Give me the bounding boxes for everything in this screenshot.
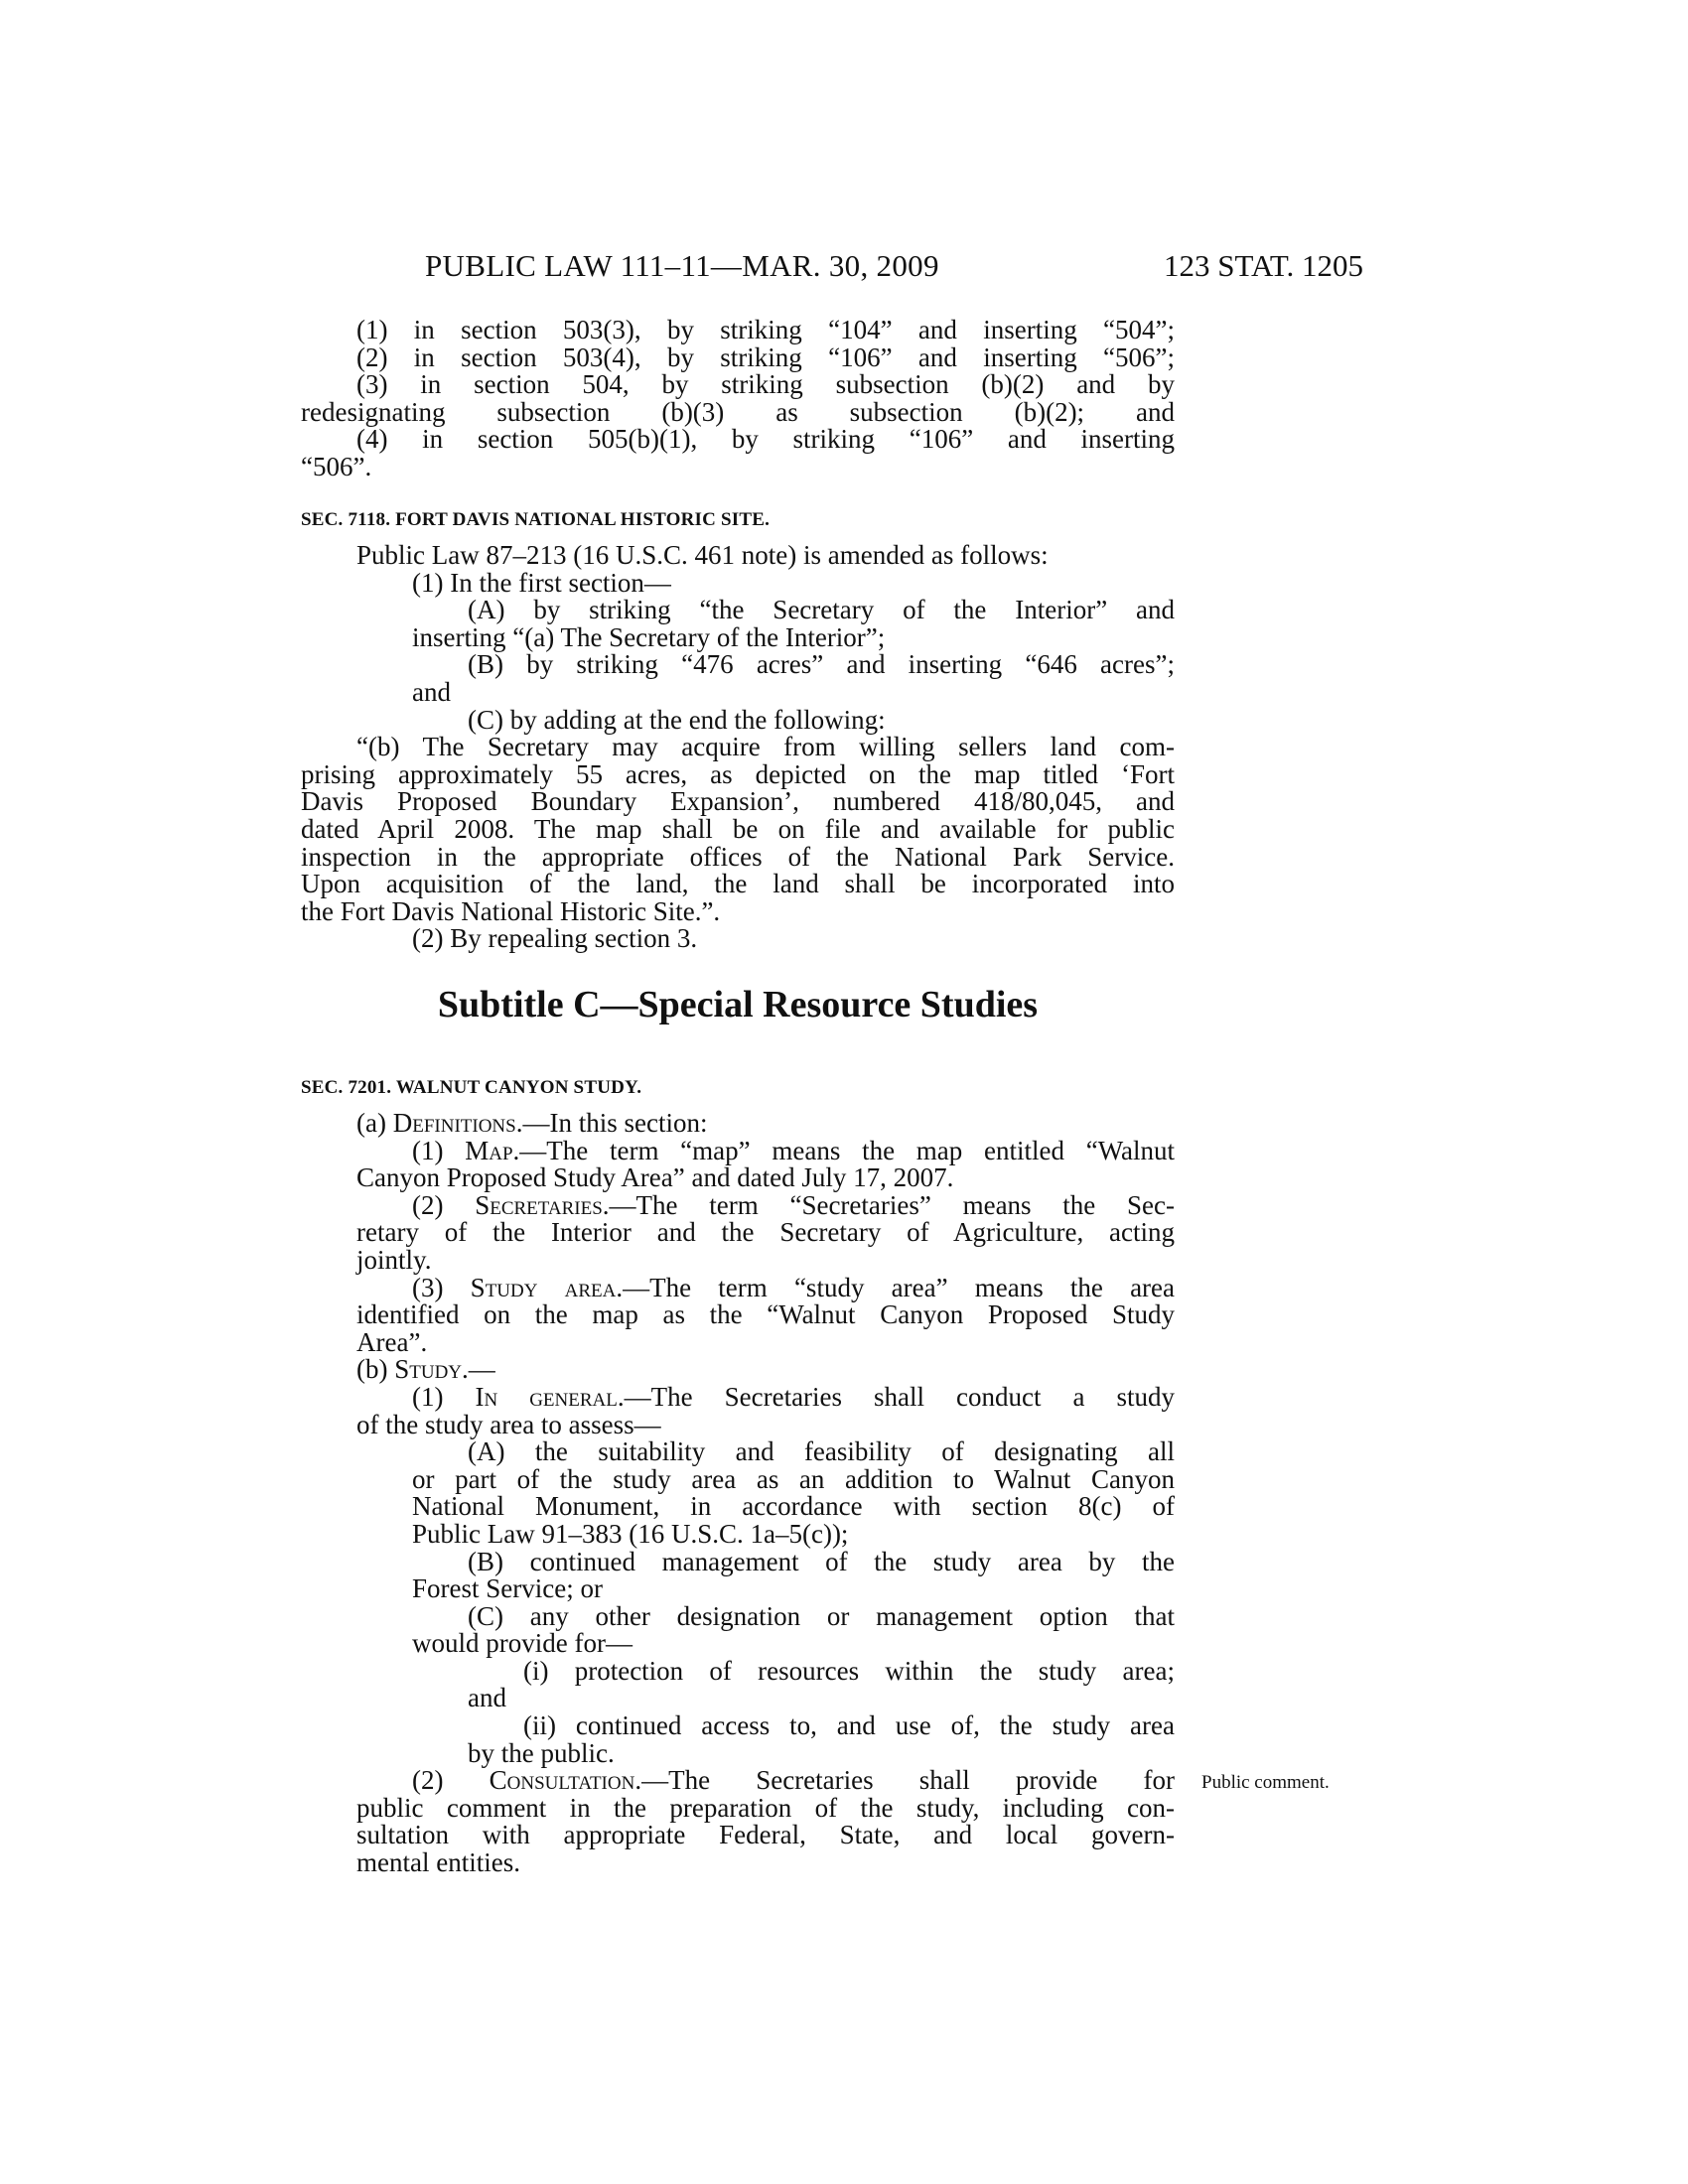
text-line: (A) by striking “the Secretary of the Interior” and <box>468 595 1175 625</box>
text-line: (b) Study.— <box>356 1354 495 1385</box>
text-line: (3) in section 504, by striking subsection (b)(2) and by <box>356 369 1175 400</box>
text-line: (B) by striking “476 acres” and inserting “646 acres”; <box>468 649 1175 680</box>
text-line: Public Law 87–213 (16 U.S.C. 461 note) is amended as follows: <box>356 540 1049 570</box>
text-line: dated April 2008. The map shall be on file and available for public <box>301 813 1175 844</box>
text-line: (1) Map.—The term “map” means the map entitled “Walnut <box>412 1135 1175 1165</box>
text-line: (1) In the first section— <box>412 567 671 598</box>
text-line: (C) any other designation or management option that <box>468 1600 1175 1631</box>
text-line: inserting “(a) The Secretary of the Interior”; <box>412 621 886 652</box>
text-line: retary of the Interior and the Secretary of Agriculture, acting <box>356 1217 1175 1248</box>
text-line: (ii) continued access to, and use of, the study area <box>523 1710 1175 1741</box>
text-line: prising approximately 55 acres, as depicted on the map titled ‘Fort <box>301 758 1175 789</box>
text-line: (2) Consultation.—The Secretaries shall provide for <box>412 1765 1176 1796</box>
text-line: (1) in section 503(3), by striking “104” and inserting “504”; <box>356 315 1175 344</box>
section-7201-body <box>301 1110 1175 1877</box>
text-line: of the study area to assess— <box>356 1409 661 1439</box>
text-line: inspection in the appropriate offices of the National Park Service. <box>301 841 1175 872</box>
text-line: (C) by adding at the end the following: <box>468 704 886 735</box>
text-line: Canyon Proposed Study Area” and dated July 17, 2007. <box>356 1162 954 1193</box>
text-line: would provide for— <box>412 1628 633 1659</box>
text-line: (i) protection of resources within the study area; <box>523 1655 1175 1686</box>
text-line: (B) continued management of the study area by the <box>468 1546 1175 1576</box>
text-line: (2) By repealing section 3. <box>412 923 698 954</box>
text-line: (4) in section 505(b)(1), by striking “106” and inserting <box>356 424 1175 455</box>
subtitle-heading: Subtitle C—Special Resource Studies <box>437 984 1039 1025</box>
text-line: National Monument, in accordance with section 8(c) of <box>412 1491 1175 1522</box>
section-heading-7118: SEC. 7118. FORT DAVIS NATIONAL HISTORIC SITE. <box>301 509 771 530</box>
section-7118-body <box>301 542 1175 953</box>
text-line: Davis Proposed Boundary Expansion’, numbered 418/80,045, and <box>301 786 1175 817</box>
text-line: “506”. <box>301 451 372 481</box>
text-line: Area”. <box>356 1326 428 1357</box>
text-line: public comment in the preparation of the study, including con- <box>356 1792 1175 1823</box>
text-line: Forest Service; or <box>412 1573 603 1604</box>
amendment-list <box>301 317 1175 481</box>
text-line: (2) in section 503(4), by striking “106” and inserting “506”; <box>356 341 1175 372</box>
text-line: and <box>468 1683 506 1713</box>
text-line: “(b) The Secretary may acquire from willing sellers land com- <box>356 732 1175 762</box>
margin-note: Public comment. <box>1201 1772 1330 1793</box>
text-line: (1) In general.—The Secretaries shall conduct a study <box>412 1381 1175 1412</box>
text-line: Upon acquisition of the land, the land shall be incorporated into <box>301 869 1175 899</box>
page-citation: 123 STAT. 1205 <box>1164 248 1364 283</box>
running-header-title: PUBLIC LAW 111–11—MAR. 30, 2009 <box>425 248 939 283</box>
text-line: (A) the suitability and feasibility of designating all <box>468 1436 1175 1467</box>
text-line: redesignating subsection (b)(3) as subsection (b)(2); and <box>301 396 1175 427</box>
text-line: jointly. <box>356 1244 432 1275</box>
text-line: identified on the map as the “Walnut Canyon Proposed Study <box>356 1299 1175 1330</box>
text-line: (3) Study area.—The term “study area” means the area <box>412 1272 1176 1302</box>
text-line: the Fort Davis National Historic Site.”. <box>301 895 721 926</box>
text-line: by the public. <box>468 1737 615 1768</box>
text-line: sultation with appropriate Federal, State, and local govern- <box>356 1820 1175 1850</box>
text-line: or part of the study area as an addition to Walnut Canyon <box>412 1463 1175 1494</box>
text-line: mental entities. <box>356 1847 520 1878</box>
text-line: Public Law 91–383 (16 U.S.C. 1a–5(c)); <box>412 1518 849 1549</box>
text-line: and <box>412 676 451 707</box>
section-heading-7201: SEC. 7201. WALNUT CANYON STUDY. <box>301 1077 642 1098</box>
text-line: (2) Secretaries.—The term “Secretaries” means the Sec- <box>412 1189 1175 1220</box>
text-line: (a) Definitions.—In this section: <box>356 1108 708 1138</box>
